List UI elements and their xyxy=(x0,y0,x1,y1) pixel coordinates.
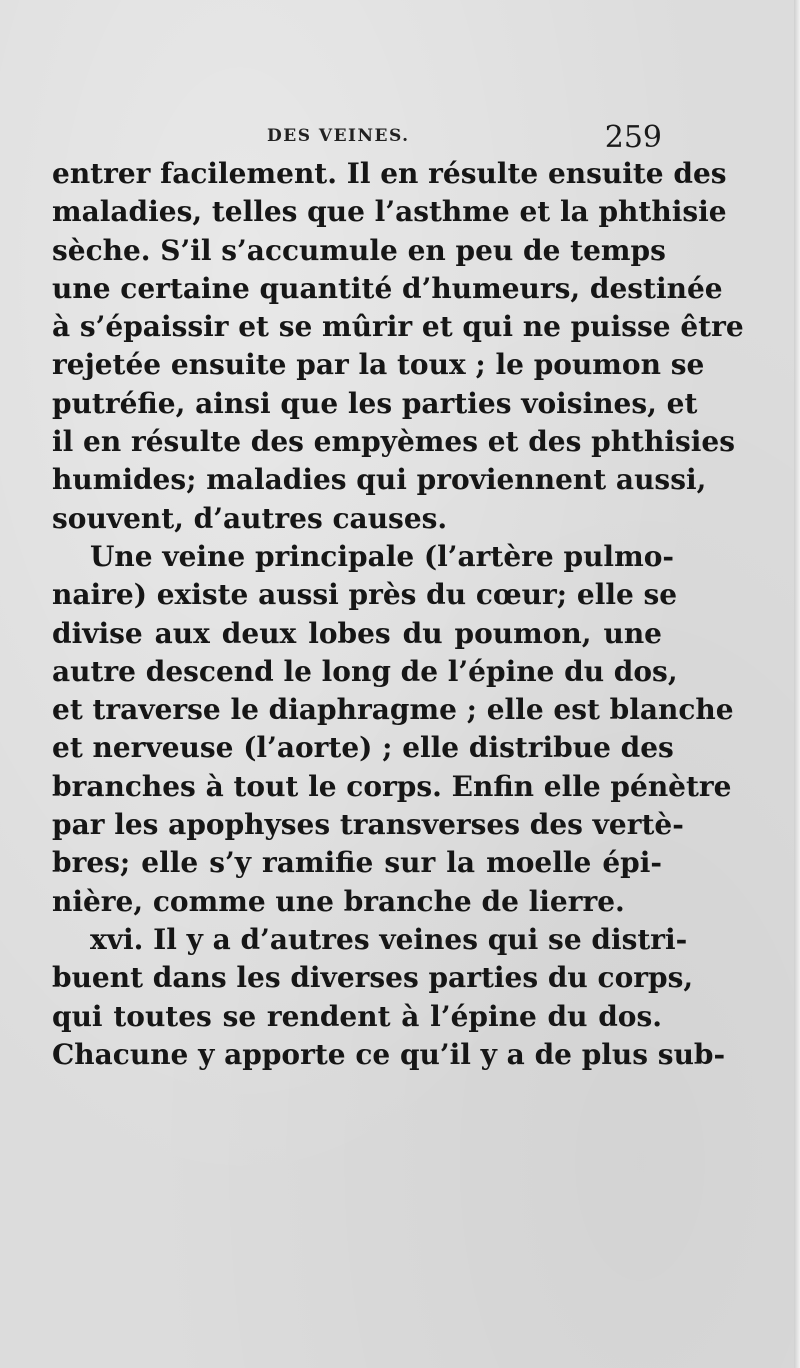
text-line: naire) existe aussi près du cœur; elle se xyxy=(52,578,678,612)
page-number: 259 xyxy=(604,120,662,155)
text-line: et nerveuse (l’aorte) ; elle distribue des xyxy=(52,731,674,765)
text-line: nière, comme une branche de lierre. xyxy=(52,884,625,918)
body-text xyxy=(52,155,744,1074)
page-edge-shadow xyxy=(794,0,800,1368)
running-head: DES VEINES. xyxy=(267,126,410,146)
text-line: buent dans les diverses parties du corps, xyxy=(52,961,694,995)
text-line: entrer facilement. Il en résulte ensuite des xyxy=(52,157,727,190)
text-line: maladies, telles que l’asthme et la phthisie xyxy=(52,195,727,229)
text-line: par les apophyses transverses des vertè- xyxy=(52,808,684,842)
text-line: Chacune y apporte ce qu’il y a de plus sub- xyxy=(52,1037,726,1071)
text-line: divise aux deux lobes du poumon, une xyxy=(52,616,662,650)
text-line: sèche. S’il s’accumule en peu de temps xyxy=(52,233,666,267)
text-line: putréfie, ainsi que les parties voisines, et xyxy=(52,386,698,420)
page-header xyxy=(52,120,662,154)
text-line: et traverse le diaphragme ; elle est blanche xyxy=(52,693,734,727)
text-line: branches à tout le corps. Enfin elle pénètre xyxy=(52,769,732,803)
text-line: autre descend le long de l’épine du dos, xyxy=(52,654,678,688)
text-line: xvi. Il y a d’autres veines qui se distri- xyxy=(90,922,688,956)
text-line: une certaine quantité d’humeurs, destinée xyxy=(52,271,723,305)
text-line: humides; maladies qui proviennent aussi, xyxy=(52,463,707,497)
text-line: il en résulte des empyèmes et des phthisies xyxy=(52,425,735,459)
text-line: souvent, d’autres causes. xyxy=(52,501,448,535)
text-line: bres; elle s’y ramifie sur la moelle épi- xyxy=(52,846,662,880)
text-line: à s’épaissir et se mûrir et qui ne puisse être xyxy=(52,310,744,344)
text-line: qui toutes se rendent à l’épine du dos. xyxy=(52,999,662,1033)
text-line: rejetée ensuite par la toux ; le poumon se xyxy=(52,348,705,382)
text-line: Une veine principale (l’artère pulmo- xyxy=(90,539,674,573)
